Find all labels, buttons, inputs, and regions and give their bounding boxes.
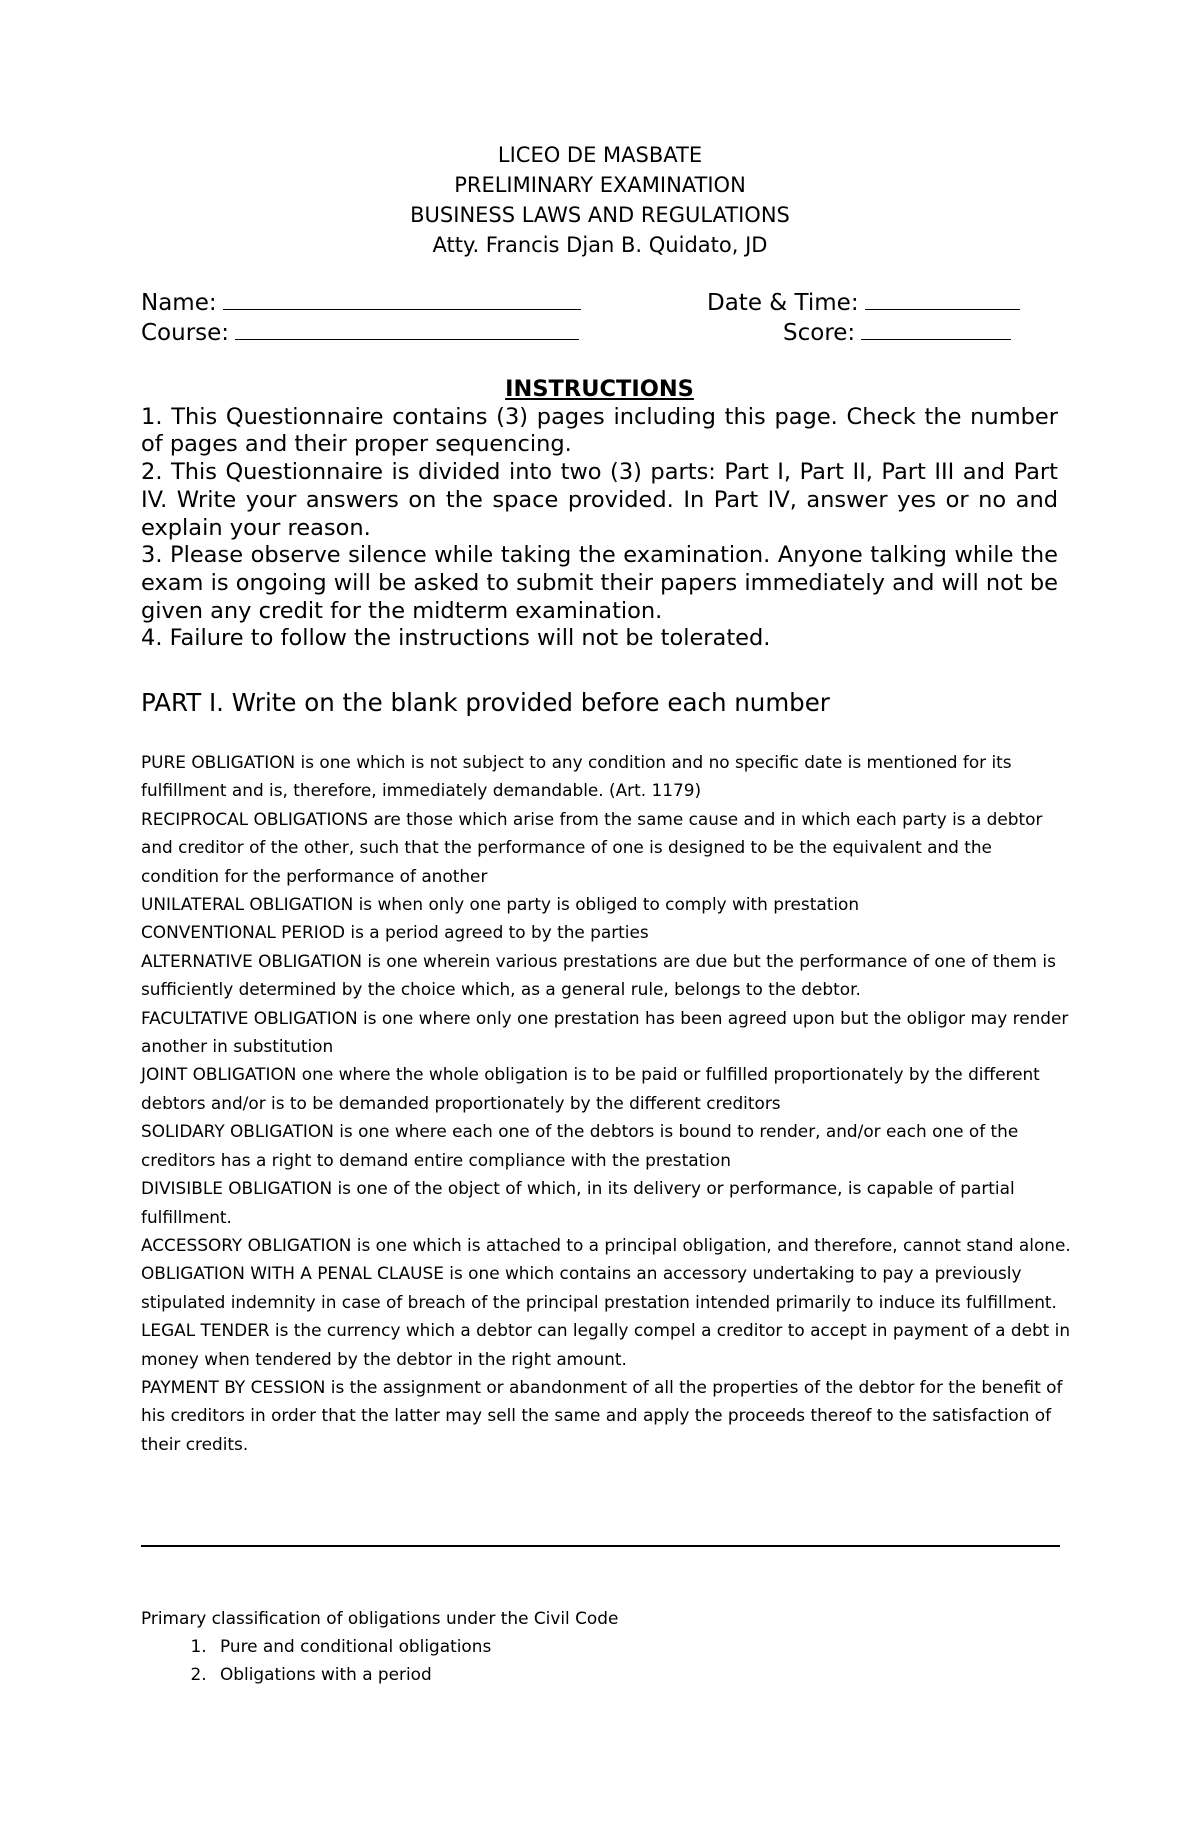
definition-item: LEGAL TENDER is the currency which a debtor can legally compel a creditor to accept in payment of a debt in money when tendered by the debtor in the right amount. (141, 1320, 1071, 1369)
score-label: Score: (783, 320, 856, 346)
classification-item: 1. Pure and conditional obligations (212, 1632, 618, 1660)
school-name: LICEO DE MASBATE (497, 143, 703, 167)
classification-item: 2. Obligations with a period (212, 1660, 618, 1688)
instructor-name: Atty. Francis Djan B. Quidato, JD (432, 233, 768, 257)
definition-item: JOINT OBLIGATION one where the whole obligation is to be paid or fulfilled proportionately by the different debtors and/or is to be demanded proportionately by the different creditors (141, 1064, 1040, 1113)
definition-item: RECIPROCAL OBLIGATIONS are those which arise from the same cause and in which each party is a debtor and creditor of the other, such that the performance of one is designed to be the equivalent and the condition for the performance of another (141, 808, 1043, 886)
definition-item: PURE OBLIGATION is one which is not subject to any condition and no specific date is mentioned for its fulfillment and is, therefore, immediately demandable. (Art. 1179) (141, 752, 1012, 801)
definition-item: FACULTATIVE OBLIGATION is one where only one prestation has been agreed upon but the obligor may render another in substitution (141, 1007, 1069, 1057)
classification-section (141, 1604, 618, 1688)
name-blank[interactable] (223, 287, 581, 310)
definition-item: OBLIGATION WITH A PENAL CLAUSE is one which contains an accessory undertaking to pay a previously stipulated indemnity in case of breach of the principal prestation intended primarily to induce its fulfillment. (141, 1263, 1057, 1312)
definition-item: SOLIDARY OBLIGATION is one where each one of the debtors is bound to render, and/or each one of the creditors has a right to demand entire compliance with the prestation (141, 1121, 1019, 1170)
definition-item: ACCESSORY OBLIGATION is one which is attached to a principal obligation, and therefore, cannot stand alone. (141, 1234, 1071, 1255)
course-label: Course: (141, 320, 230, 346)
classification-list (141, 1632, 618, 1688)
instruction-item: 2. This Questionnaire is divided into two (3) parts: Part I, Part II, Part III and Part IV. Write your answers on the space provided. In Part IV, answer yes or no and explain your reason. (141, 459, 1058, 541)
definition-item: DIVISIBLE OBLIGATION is one of the object of which, in its delivery or performance, is capable of partial fulfillment. (141, 1178, 1015, 1227)
name-field[interactable] (141, 287, 581, 318)
datetime-blank[interactable] (865, 287, 1020, 310)
definition-item: PAYMENT BY CESSION is the assignment or abandonment of all the properties of the debtor for the benefit of his creditors in order that the latter may sell the same and apply the proceeds thereof to the satisfaction of their credits. (141, 1376, 1063, 1454)
classification-title: Primary classification of obligations under the Civil Code (141, 1608, 619, 1628)
instruction-item: 3. Please observe silence while taking the examination. Anyone talking while the exam is ongoing will be asked to submit their papers immediately and will not be given any credit for the midterm examination. (141, 542, 1058, 624)
course-blank[interactable] (235, 317, 579, 340)
name-label: Name: (141, 290, 217, 316)
section-divider (141, 1545, 1060, 1547)
definition-item: ALTERNATIVE OBLIGATION is one wherein various prestations are due but the performance of one of them is sufficiently determined by the choice which, as a general rule, belongs to the debtor. (141, 950, 1056, 1000)
instructions-title: INSTRUCTIONS (505, 376, 694, 402)
part-one-heading: PART I. Write on the blank provided before each number (141, 688, 830, 717)
definitions-list (141, 748, 1071, 1458)
definition-item: CONVENTIONAL PERIOD is a period agreed to by the parties (141, 922, 649, 943)
instruction-item: 1. This Questionnaire contains (3) pages including this page. Check the number of pages and their proper sequencing. (141, 403, 1058, 458)
exam-title: PRELIMINARY EXAMINATION (454, 173, 746, 197)
instruction-item: 4. Failure to follow the instructions will not be tolerated. (141, 625, 771, 652)
course-field[interactable] (141, 317, 579, 348)
score-blank[interactable] (861, 317, 1011, 340)
definition-item: UNILATERAL OBLIGATION is when only one party is obliged to comply with prestation (141, 894, 860, 915)
datetime-field[interactable] (707, 287, 1020, 318)
exam-header (0, 140, 1200, 260)
score-field[interactable] (783, 317, 1011, 348)
datetime-label: Date & Time: (707, 290, 859, 316)
subject-title: BUSINESS LAWS AND REGULATIONS (410, 203, 790, 227)
instructions-section (141, 376, 1058, 653)
